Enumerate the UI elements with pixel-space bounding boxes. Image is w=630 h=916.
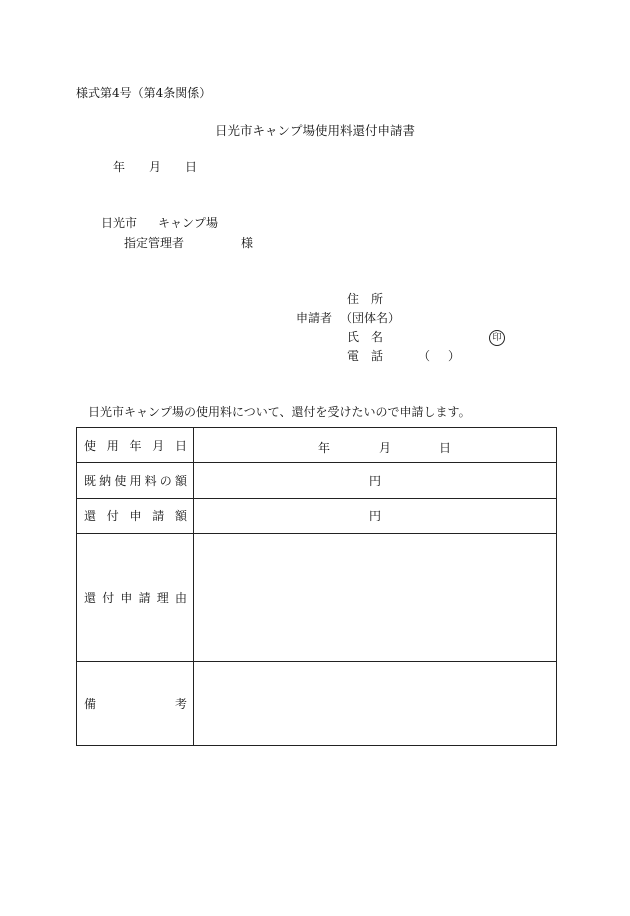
table-row-refund-reason <box>77 533 557 661</box>
seal-icon: 印 <box>489 330 505 346</box>
addressee-honorific: 様 <box>241 236 254 250</box>
applicant-label: 申請者 <box>296 311 333 325</box>
date-month-label: 月 <box>149 160 162 174</box>
remarks-label: 備 考 <box>77 662 194 746</box>
usage-year-label: 年 <box>318 441 331 455</box>
refund-amount-field[interactable] <box>194 498 557 533</box>
refund-form-table <box>76 427 557 746</box>
addressee-line-1 <box>101 216 219 230</box>
paid-fee-label: 既 納 使 用 料 の 額 <box>77 463 194 498</box>
remarks-field[interactable] <box>194 662 557 746</box>
date-year-label: 年 <box>113 160 126 174</box>
document-title: 日光市キャンプ場使用料還付申請書 <box>214 123 415 138</box>
refund-reason-label: 還 付 申 請 理 由 <box>77 533 194 661</box>
date-day-label: 日 <box>185 160 198 174</box>
refund-amount-unit: 円 <box>368 509 381 524</box>
applicant-group-label: （団体名） <box>340 311 401 325</box>
seal-mark <box>489 329 505 346</box>
addressee-manager: 指定管理者 <box>124 236 185 250</box>
phone-paren-close: ） <box>448 349 461 363</box>
intro-statement: 日光市キャンプ場の使用料について、還付を受けたいので申請します。 <box>88 405 471 419</box>
usage-month-label: 月 <box>379 441 392 455</box>
form-number: 様式第4号（第4条関係） <box>76 86 212 100</box>
applicant-name-label: 氏 名 <box>347 330 384 344</box>
usage-day-label: 日 <box>439 441 452 455</box>
applicant-address-label: 住 所 <box>347 292 384 306</box>
addressee-line-2 <box>124 236 254 250</box>
table-row-paid-fee <box>77 463 557 498</box>
refund-reason-field[interactable] <box>194 533 557 661</box>
usage-date-label: 使 用 年 月 日 <box>77 428 194 463</box>
table-row-usage-date <box>77 428 557 463</box>
addressee-facility: キャンプ場 <box>158 216 219 230</box>
addressee-city: 日光市 <box>101 216 138 230</box>
table-row-refund-amount <box>77 498 557 533</box>
paid-fee-unit: 円 <box>368 473 381 488</box>
paid-fee-field[interactable] <box>194 463 557 498</box>
applicant-phone-label: 電 話 <box>347 349 384 363</box>
refund-amount-label: 還 付 申 請 額 <box>77 498 194 533</box>
table-row-remarks <box>77 662 557 746</box>
usage-date-field[interactable] <box>194 428 557 463</box>
phone-paren-open: （ <box>418 349 431 363</box>
